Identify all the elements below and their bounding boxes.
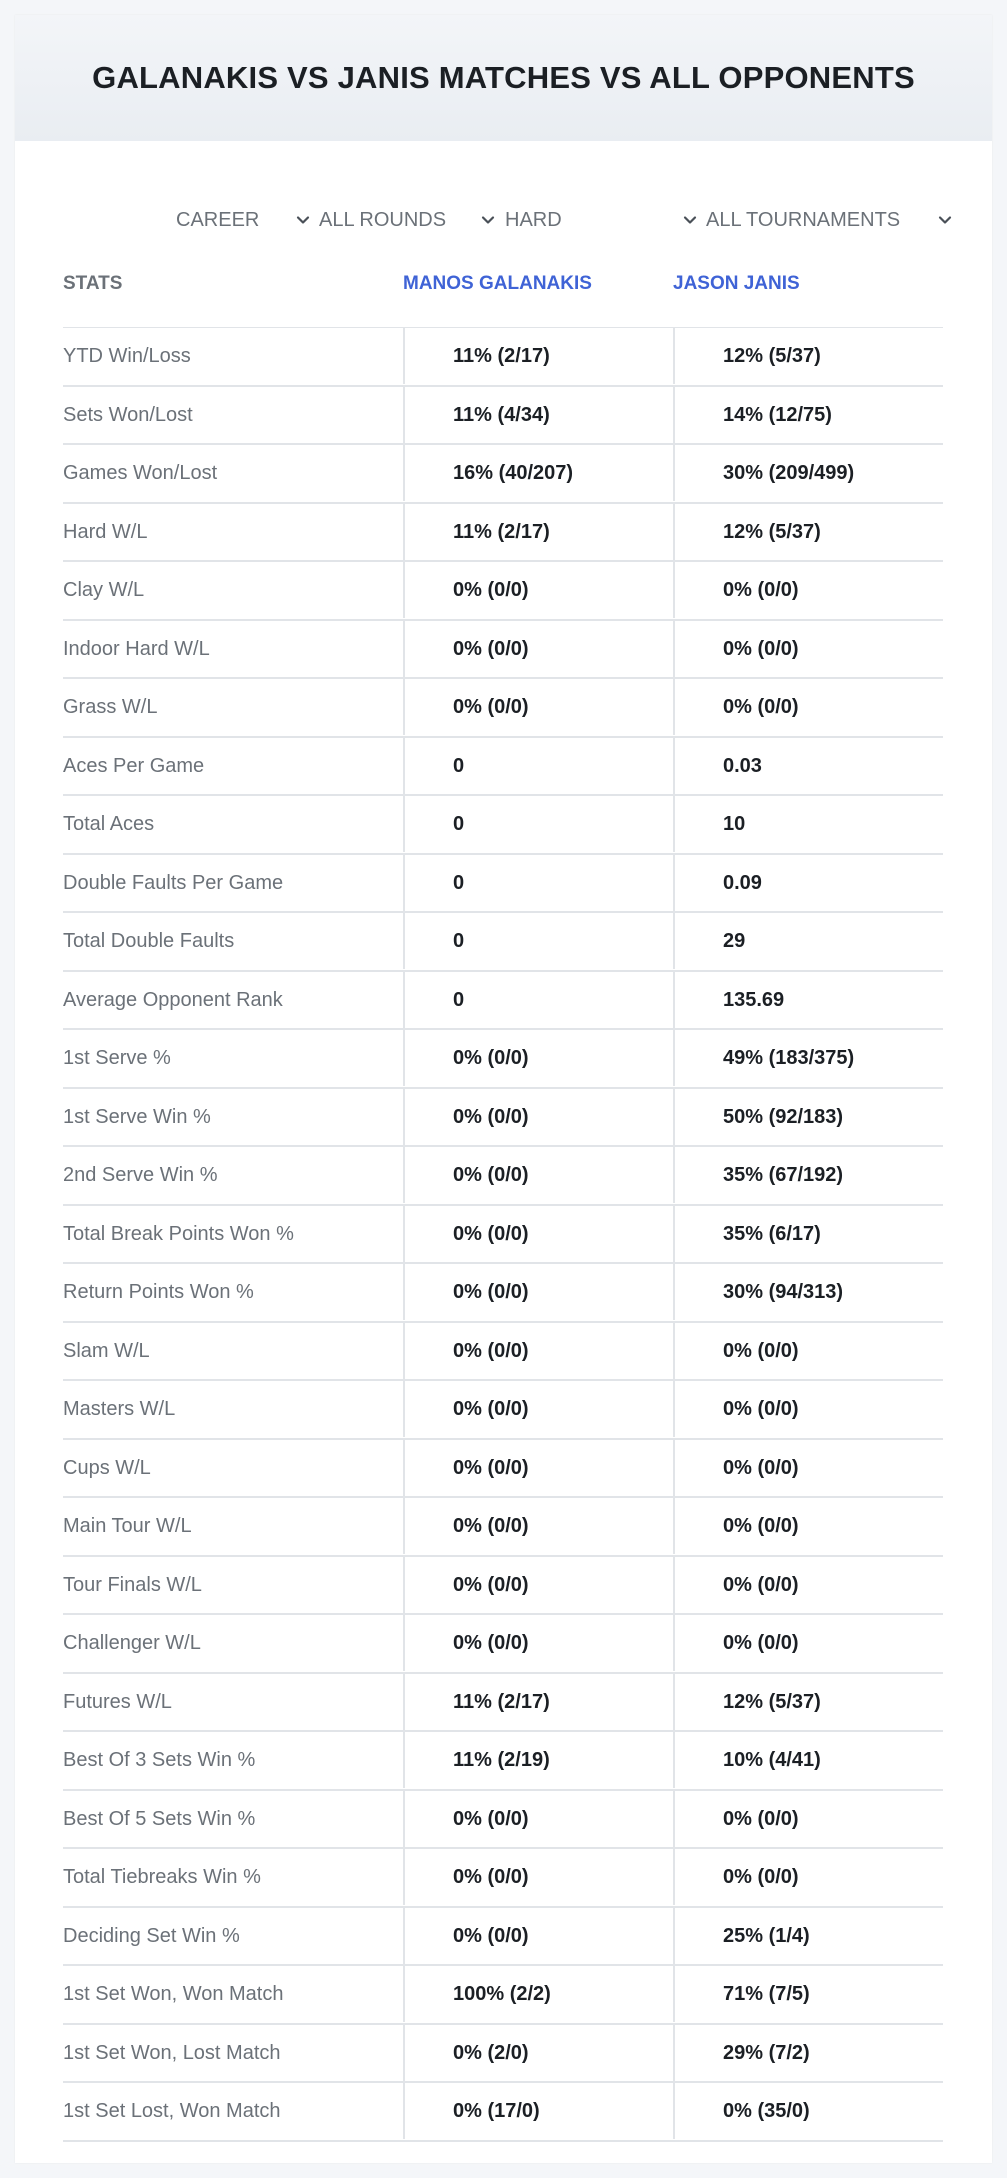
player1-stat-value: 0 xyxy=(403,738,673,794)
stat-label: 1st Set Won, Won Match xyxy=(63,1983,284,2005)
filter-round-select[interactable] xyxy=(319,190,499,250)
stat-label: Cups W/L xyxy=(63,1456,151,1479)
table-row xyxy=(63,855,943,914)
player1-stat-value: 0 xyxy=(403,972,673,1028)
table-row xyxy=(63,504,943,563)
stat-label: Best Of 5 Sets Win % xyxy=(63,1807,256,1830)
stat-label: Sets Won/Lost xyxy=(63,403,193,426)
player2-stat-value: 0% (0/0) xyxy=(673,1381,943,1437)
chevron-down-icon xyxy=(295,212,311,228)
stat-label: Tour Finals W/L xyxy=(63,1573,202,1596)
table-row xyxy=(63,1908,943,1967)
player2-stat-value: 0% (0/0) xyxy=(673,562,943,618)
stat-label: Best Of 3 Sets Win % xyxy=(63,1749,256,1771)
stats-card xyxy=(15,15,992,2163)
chevron-down-icon xyxy=(682,212,698,228)
player1-stat-value: 0% (0/0) xyxy=(403,1498,673,1554)
player2-stat-value: 14% (12/75) xyxy=(673,387,943,443)
filter-period-select[interactable] xyxy=(176,190,316,250)
player2-stat-value: 29 xyxy=(673,913,943,969)
player2-stat-value: 12% (5/37) xyxy=(673,504,943,560)
filter-period-value: CAREER xyxy=(176,208,260,231)
page-header xyxy=(15,15,992,141)
player1-name-link[interactable]: MANOS GALANAKIS xyxy=(403,273,592,294)
table-row xyxy=(63,387,943,446)
stat-label: Slam W/L xyxy=(63,1339,150,1362)
stats-table-header xyxy=(63,255,943,325)
player1-stat-value: 100% (2/2) xyxy=(403,1966,673,2022)
stat-label: Games Won/Lost xyxy=(63,462,218,484)
stat-label: 1st Serve % xyxy=(63,1047,171,1069)
player2-stat-value: 10 xyxy=(673,796,943,852)
player2-stat-value: 12% (5/37) xyxy=(673,328,943,384)
player2-stat-value: 10% (4/41) xyxy=(673,1732,943,1788)
player1-stat-value: 0% (0/0) xyxy=(403,1615,673,1671)
player1-stat-value: 0 xyxy=(403,913,673,969)
stats-table-body xyxy=(63,327,943,2142)
stat-label: 1st Set Won, Lost Match xyxy=(63,2041,281,2064)
player1-stat-value: 0% (0/0) xyxy=(403,1381,673,1437)
table-row xyxy=(63,913,943,972)
player1-stat-value: 0% (2/0) xyxy=(403,2025,673,2081)
player2-stat-value: 12% (5/37) xyxy=(673,1674,943,1730)
player1-stat-value: 0% (0/0) xyxy=(403,1908,673,1964)
table-row xyxy=(63,1089,943,1148)
player2-stat-value: 50% (92/183) xyxy=(673,1089,943,1145)
player1-stat-value: 0% (0/0) xyxy=(403,621,673,677)
stat-label: Total Tiebreaks Win % xyxy=(63,1866,261,1888)
player2-stat-value: 29% (7/2) xyxy=(673,2025,943,2081)
stat-label: 1st Set Lost, Won Match xyxy=(63,2100,281,2122)
stat-label: Total Break Points Won % xyxy=(63,1222,294,1245)
filter-tournament-value: ALL TOURNAMENTS xyxy=(706,208,901,231)
table-row xyxy=(63,1732,943,1791)
player1-stat-value: 0 xyxy=(403,796,673,852)
table-row xyxy=(63,1206,943,1265)
table-row xyxy=(63,1264,943,1323)
chevron-down-icon xyxy=(937,212,953,228)
table-row xyxy=(63,1674,943,1733)
filter-tournament-select[interactable] xyxy=(706,190,966,250)
player1-stat-value: 11% (2/17) xyxy=(403,504,673,560)
player1-stat-value: 0% (0/0) xyxy=(403,1089,673,1145)
stat-label: Aces Per Game xyxy=(63,754,205,777)
player1-stat-value: 0% (0/0) xyxy=(403,1791,673,1847)
table-row xyxy=(63,1381,943,1440)
player1-stat-value: 16% (40/207) xyxy=(403,445,673,501)
player1-stat-value: 11% (2/19) xyxy=(403,1732,673,1788)
table-row xyxy=(63,1323,943,1382)
player2-stat-value: 0% (0/0) xyxy=(673,1849,943,1905)
player1-stat-value: 0% (0/0) xyxy=(403,1147,673,1203)
table-row xyxy=(63,562,943,621)
table-row xyxy=(63,621,943,680)
player2-stat-value: 0% (0/0) xyxy=(673,1440,943,1496)
stat-label: Average Opponent Rank xyxy=(63,988,283,1011)
player1-stat-value: 0 xyxy=(403,855,673,911)
table-row xyxy=(63,1966,943,2025)
stat-label: Deciding Set Win % xyxy=(63,1924,240,1947)
stat-label: Clay W/L xyxy=(63,579,145,601)
player1-stat-value: 0% (0/0) xyxy=(403,1323,673,1379)
stat-label: Grass W/L xyxy=(63,696,158,718)
player2-stat-value: 0% (0/0) xyxy=(673,1557,943,1613)
player1-stat-value: 0% (0/0) xyxy=(403,679,673,735)
table-row xyxy=(63,1147,943,1206)
table-row xyxy=(63,1791,943,1850)
stat-label: Double Faults Per Game xyxy=(63,871,284,894)
player2-stat-value: 30% (209/499) xyxy=(673,445,943,501)
player1-stat-value: 11% (2/17) xyxy=(403,1674,673,1730)
table-row xyxy=(63,796,943,855)
player2-stat-value: 0% (0/0) xyxy=(673,621,943,677)
player1-stat-value: 11% (2/17) xyxy=(403,328,673,384)
player2-stat-value: 0% (35/0) xyxy=(673,2083,943,2139)
stat-label: Return Points Won % xyxy=(63,1281,254,1303)
table-row xyxy=(63,1030,943,1089)
player2-stat-value: 0% (0/0) xyxy=(673,1791,943,1847)
table-row xyxy=(63,328,943,387)
filter-surface-value: HARD xyxy=(505,208,562,231)
player1-stat-value: 0% (0/0) xyxy=(403,562,673,618)
player2-stat-value: 0% (0/0) xyxy=(673,1498,943,1554)
stat-label: Challenger W/L xyxy=(63,1632,201,1654)
table-row xyxy=(63,1498,943,1557)
player2-stat-value: 35% (6/17) xyxy=(673,1206,943,1262)
player1-stat-value: 0% (0/0) xyxy=(403,1849,673,1905)
table-row xyxy=(63,2025,943,2084)
stats-column-header: STATS xyxy=(63,273,123,294)
table-row xyxy=(63,1849,943,1908)
player1-stat-value: 0% (0/0) xyxy=(403,1557,673,1613)
stat-label: Hard W/L xyxy=(63,520,148,543)
player1-stat-value: 0% (0/0) xyxy=(403,1206,673,1262)
player1-stat-value: 0% (17/0) xyxy=(403,2083,673,2139)
player2-stat-value: 135.69 xyxy=(673,972,943,1028)
stat-label: 2nd Serve Win % xyxy=(63,1164,218,1186)
table-row xyxy=(63,1615,943,1674)
stat-label: YTD Win/Loss xyxy=(63,345,191,367)
player2-stat-value: 25% (1/4) xyxy=(673,1908,943,1964)
player2-stat-value: 0% (0/0) xyxy=(673,1323,943,1379)
table-row xyxy=(63,972,943,1031)
stat-label: Futures W/L xyxy=(63,1690,172,1713)
table-row xyxy=(63,738,943,797)
filter-surface-select[interactable] xyxy=(505,190,705,250)
stat-label: Main Tour W/L xyxy=(63,1515,192,1537)
table-row xyxy=(63,679,943,738)
player2-stat-value: 30% (94/313) xyxy=(673,1264,943,1320)
player2-stat-value: 0% (0/0) xyxy=(673,1615,943,1671)
player2-name-link[interactable]: JASON JANIS xyxy=(673,273,800,294)
table-row xyxy=(63,1557,943,1616)
table-row xyxy=(63,2083,943,2142)
player2-stat-value: 0.03 xyxy=(673,738,943,794)
player1-stat-value: 0% (0/0) xyxy=(403,1264,673,1320)
table-row xyxy=(63,1440,943,1499)
filters-bar xyxy=(15,190,992,250)
filter-round-value: ALL ROUNDS xyxy=(319,208,447,231)
player1-stat-value: 0% (0/0) xyxy=(403,1440,673,1496)
stat-label: Indoor Hard W/L xyxy=(63,637,210,660)
player2-stat-value: 0% (0/0) xyxy=(673,679,943,735)
player2-stat-value: 35% (67/192) xyxy=(673,1147,943,1203)
stat-label: Total Double Faults xyxy=(63,930,235,952)
player2-stat-value: 49% (183/375) xyxy=(673,1030,943,1086)
stat-label: 1st Serve Win % xyxy=(63,1105,211,1128)
player1-stat-value: 0% (0/0) xyxy=(403,1030,673,1086)
player2-stat-value: 71% (7/5) xyxy=(673,1966,943,2022)
chevron-down-icon xyxy=(480,212,496,228)
table-row xyxy=(63,445,943,504)
stat-label: Masters W/L xyxy=(63,1398,176,1420)
stat-label: Total Aces xyxy=(63,813,155,835)
page-title: GALANAKIS VS JANIS MATCHES VS ALL OPPONENTS xyxy=(92,60,915,95)
player1-stat-value: 11% (4/34) xyxy=(403,387,673,443)
player2-stat-value: 0.09 xyxy=(673,855,943,911)
